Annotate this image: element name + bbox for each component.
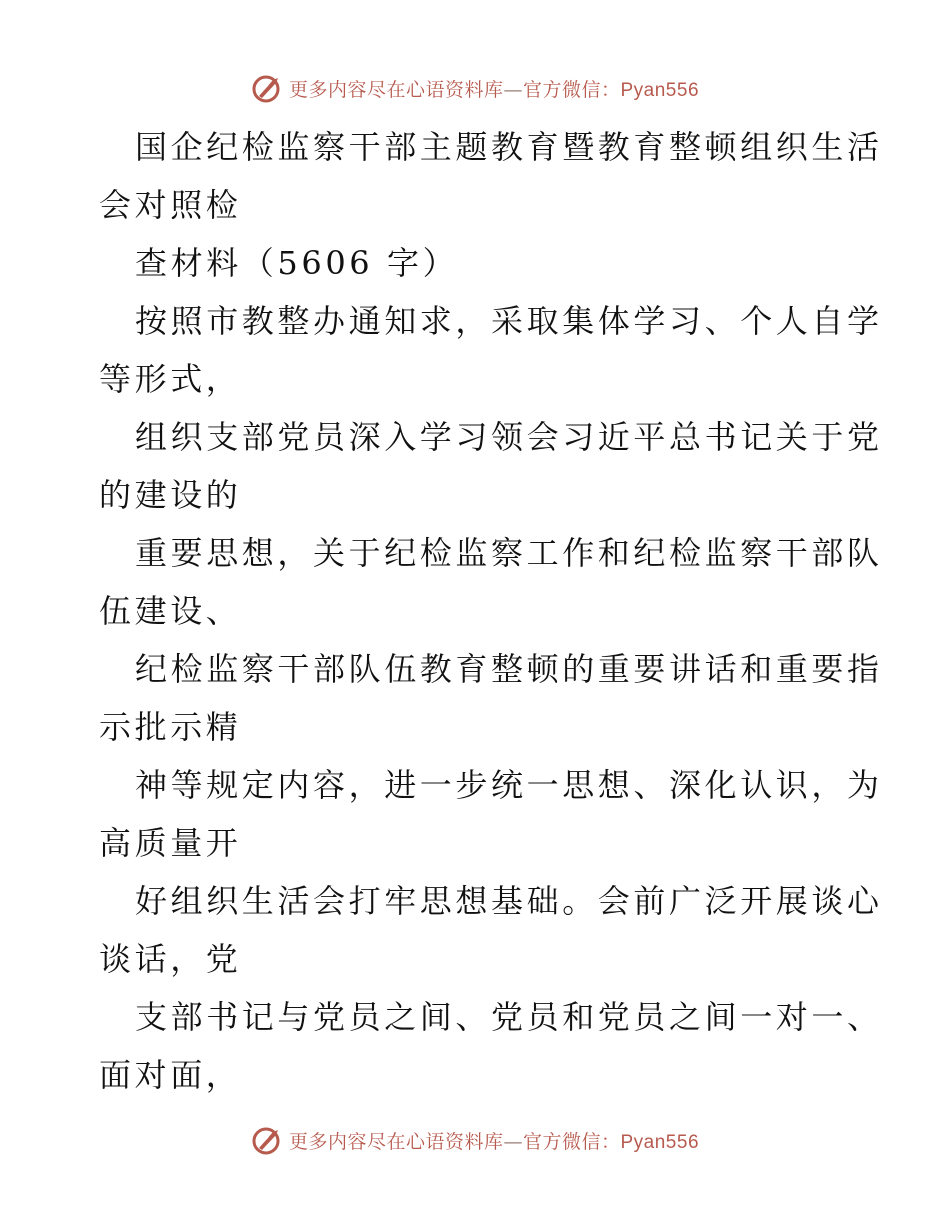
- watermark-wechat-id: Pyan556: [620, 1131, 700, 1153]
- text-line: 国企纪检监察干部主题教育暨教育整顿组织生活: [135, 128, 883, 166]
- document-body: [99, 118, 883, 1104]
- text-line: 查材料（5606 字）: [135, 244, 459, 282]
- text-line: 支部书记与党员之间、党员和党员之间一对一、: [135, 998, 883, 1036]
- pen-nib-circle-icon: [251, 1124, 283, 1156]
- text-line: 示批示精: [99, 708, 242, 746]
- watermark-text: 更多内容尽在心语资料库: [288, 1130, 504, 1153]
- text-line: 谈话，党: [99, 940, 242, 978]
- text-line: 面对面，: [99, 1056, 242, 1094]
- footer-watermark: [0, 1124, 950, 1156]
- text-line: 高质量开: [99, 824, 242, 862]
- watermark-separator: —: [503, 78, 523, 101]
- watermark-suffix: 官方微信：: [522, 78, 621, 101]
- text-line: 好组织生活会打牢思想基础。会前广泛开展谈心: [135, 882, 883, 920]
- watermark-wechat-id: Pyan556: [620, 79, 700, 101]
- text-line: 会对照检: [99, 186, 242, 224]
- text-line: 按照市教整办通知求，采取集体学习、个人自学: [135, 302, 883, 340]
- header-watermark: [0, 72, 950, 104]
- text-line: 的建设的: [99, 476, 242, 514]
- text-line: 纪检监察干部队伍教育整顿的重要讲话和重要指: [135, 650, 883, 688]
- pen-nib-circle-icon: [251, 72, 283, 104]
- watermark-separator: —: [503, 1130, 523, 1153]
- text-line: 神等规定内容，进一步统一思想、深化认识，为: [135, 766, 883, 804]
- watermark-suffix: 官方微信：: [522, 1130, 621, 1153]
- watermark-text: 更多内容尽在心语资料库: [288, 78, 504, 101]
- text-line: 等形式，: [99, 360, 242, 398]
- text-line: 组织支部党员深入学习领会习近平总书记关于党: [135, 418, 883, 456]
- text-line: 伍建设、: [99, 592, 242, 630]
- text-line: 重要思想，关于纪检监察工作和纪检监察干部队: [135, 534, 883, 572]
